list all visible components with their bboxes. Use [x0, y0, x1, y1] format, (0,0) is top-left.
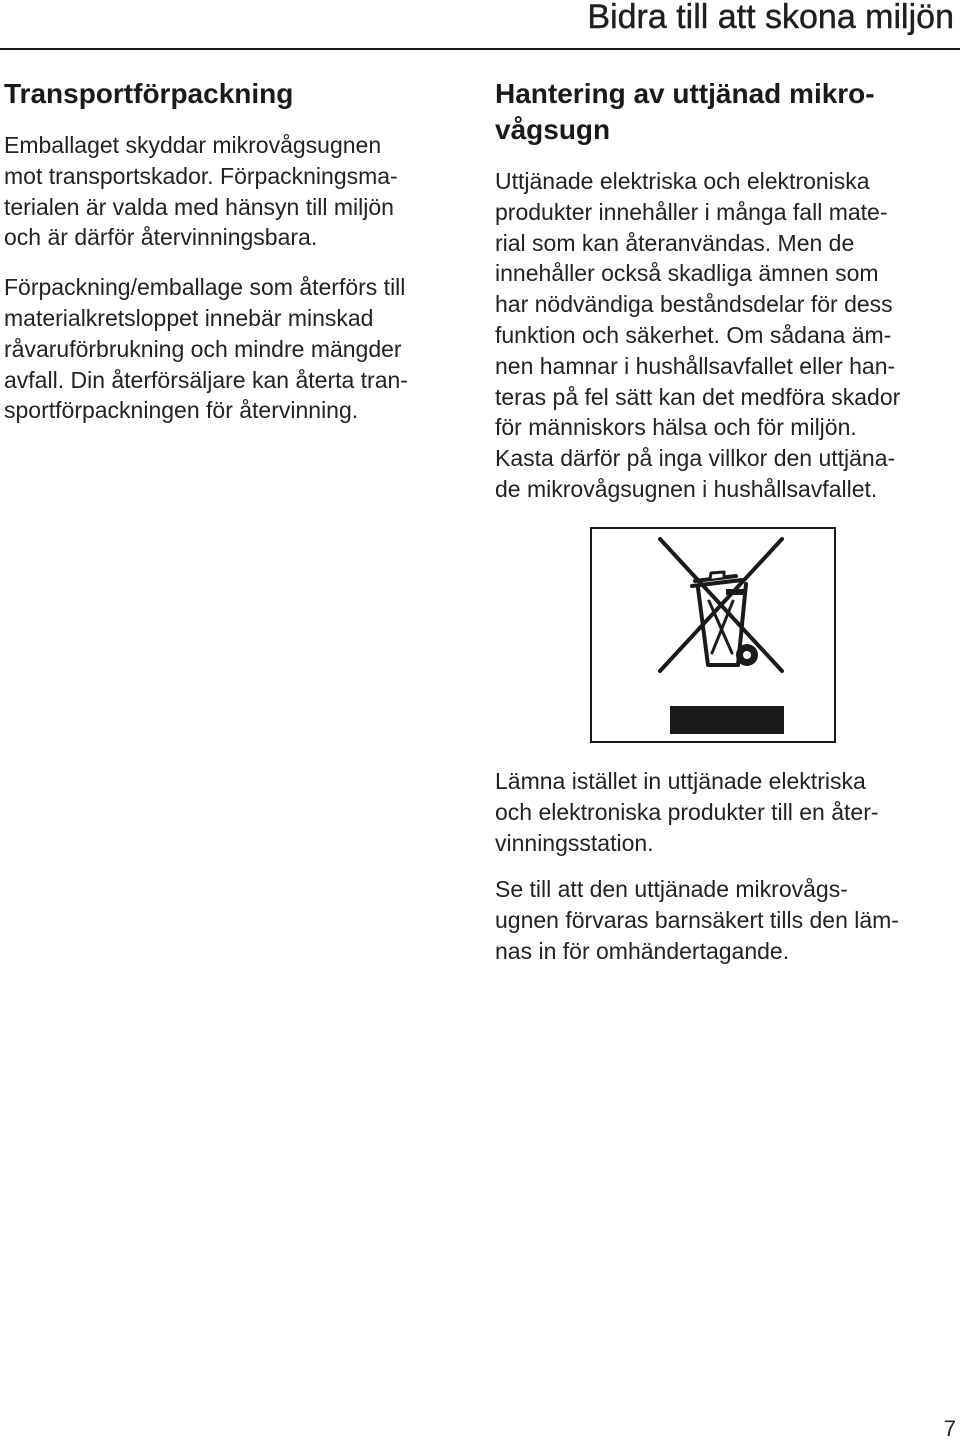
- paragraph-child-safety: [495, 874, 955, 966]
- page-header-title: Bidra till att skona miljön: [587, 0, 954, 36]
- text-line: Emballaget skyddar mikrovågsugnen: [4, 132, 382, 158]
- text-line: och är därför återvinningsbara.: [4, 224, 318, 251]
- right-column: [495, 76, 955, 505]
- weee-symbol-box: [590, 527, 836, 743]
- left-column: [4, 76, 474, 426]
- weee-black-bar: [670, 706, 784, 734]
- heading-line: vågsugn: [495, 114, 611, 145]
- text-line: teras på fel sätt kan det medföra skador: [495, 383, 901, 410]
- text-line: avfall. Din återförsäljare kan återta tran-: [4, 366, 408, 393]
- text-line: funktion och säkerhet. Om sådana äm-: [495, 321, 892, 348]
- text-line: för människors hälsa och för miljön.: [495, 414, 857, 441]
- text-line: rial som kan återanvändas. Men de: [495, 229, 855, 256]
- text-line: och elektroniska produkter till en åter-: [495, 798, 879, 825]
- paragraph-packaging-return: [4, 272, 474, 426]
- text-line: vinningsstation.: [495, 829, 654, 856]
- text-line: Förpackning/emballage som återförs till: [4, 274, 406, 301]
- paragraph-disposal-warning: [495, 166, 955, 505]
- paragraph-recycling-station: [495, 766, 955, 858]
- text-line: nen hamnar i hushållsavfallet eller han-: [495, 352, 896, 379]
- text-line: Uttjänade elektriska och elektroniska: [495, 168, 870, 194]
- page-number: 7: [943, 1416, 956, 1441]
- text-line: ugnen förvaras barnsäkert tills den läm-: [495, 907, 899, 934]
- text-line: råvaruförbrukning och mindre mängder: [4, 335, 402, 362]
- text-line: Se till att den uttjänade mikrovågs-: [495, 876, 848, 903]
- text-line: materialkretsloppet innebär minskad: [4, 304, 374, 331]
- header-divider: [0, 48, 960, 50]
- right-column-lower: [495, 766, 955, 967]
- text-line: sportförpackningen för återvinning.: [4, 397, 359, 424]
- crossed-out-wheelie-bin-icon: [592, 529, 834, 741]
- text-line: har nödvändiga beståndsdelar för dess: [495, 291, 893, 318]
- section-heading-transport: Transportförpackning: [4, 78, 294, 109]
- section-heading-disposal: [495, 76, 955, 148]
- text-line: mot transportskador. Förpackningsma-: [4, 162, 398, 189]
- text-line: innehåller också skadliga ämnen som: [495, 260, 879, 287]
- text-line: de mikrovågsugnen i hushållsavfallet.: [495, 475, 878, 502]
- text-line: nas in för omhändertagande.: [495, 937, 790, 964]
- heading-line: Hantering av uttjänad mikro-: [495, 78, 875, 109]
- paragraph-packaging-protection: [4, 130, 474, 253]
- text-line: produkter innehåller i många fall mate-: [495, 198, 888, 225]
- text-line: terialen är valda med hänsyn till miljön: [4, 193, 394, 220]
- text-line: Kasta därför på inga villkor den uttjäna-: [495, 445, 896, 472]
- text-line: Lämna istället in uttjänade elektriska: [495, 768, 866, 794]
